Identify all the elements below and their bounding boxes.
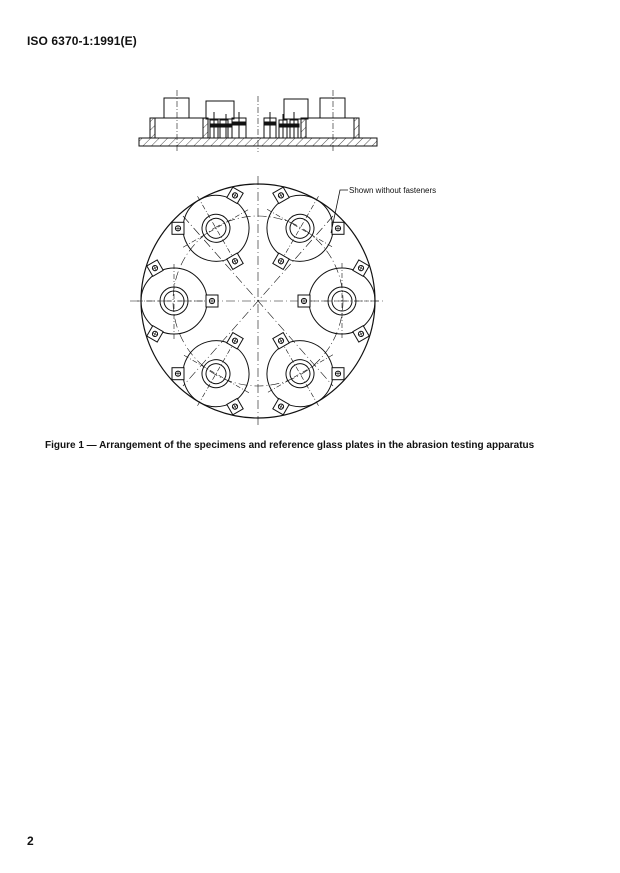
clamp-tab — [332, 222, 344, 234]
plan-view — [130, 175, 385, 428]
clamp-tab — [206, 295, 218, 307]
clamp-tab — [273, 253, 289, 269]
clamp-tab — [227, 253, 243, 269]
clamp-tab — [298, 295, 310, 307]
specimen-holder — [136, 260, 218, 342]
clamp-tab — [353, 260, 369, 276]
document-header: ISO 6370-1:1991(E) — [27, 34, 137, 48]
clamp-tab — [227, 187, 243, 203]
clamp-tab — [332, 368, 344, 380]
clamp-tab — [147, 326, 163, 342]
clamp-tab — [147, 260, 163, 276]
clamp-tab — [172, 368, 184, 380]
page-number: 2 — [27, 834, 34, 848]
clamp-tab — [273, 333, 289, 349]
clamp-tab — [353, 326, 369, 342]
clamp-tab — [273, 398, 289, 414]
clamp-tab — [172, 222, 184, 234]
side-section-view — [139, 90, 377, 152]
clamp-tab — [227, 333, 243, 349]
figure-caption: Figure 1 — Arrangement of the specimens and reference glass plates in the abrasion testing apparatus — [45, 440, 535, 451]
clamp-tab — [273, 187, 289, 203]
clamp-tab — [227, 398, 243, 414]
specimen-holder — [298, 260, 380, 342]
callout-label: Shown without fasteners — [349, 186, 437, 195]
